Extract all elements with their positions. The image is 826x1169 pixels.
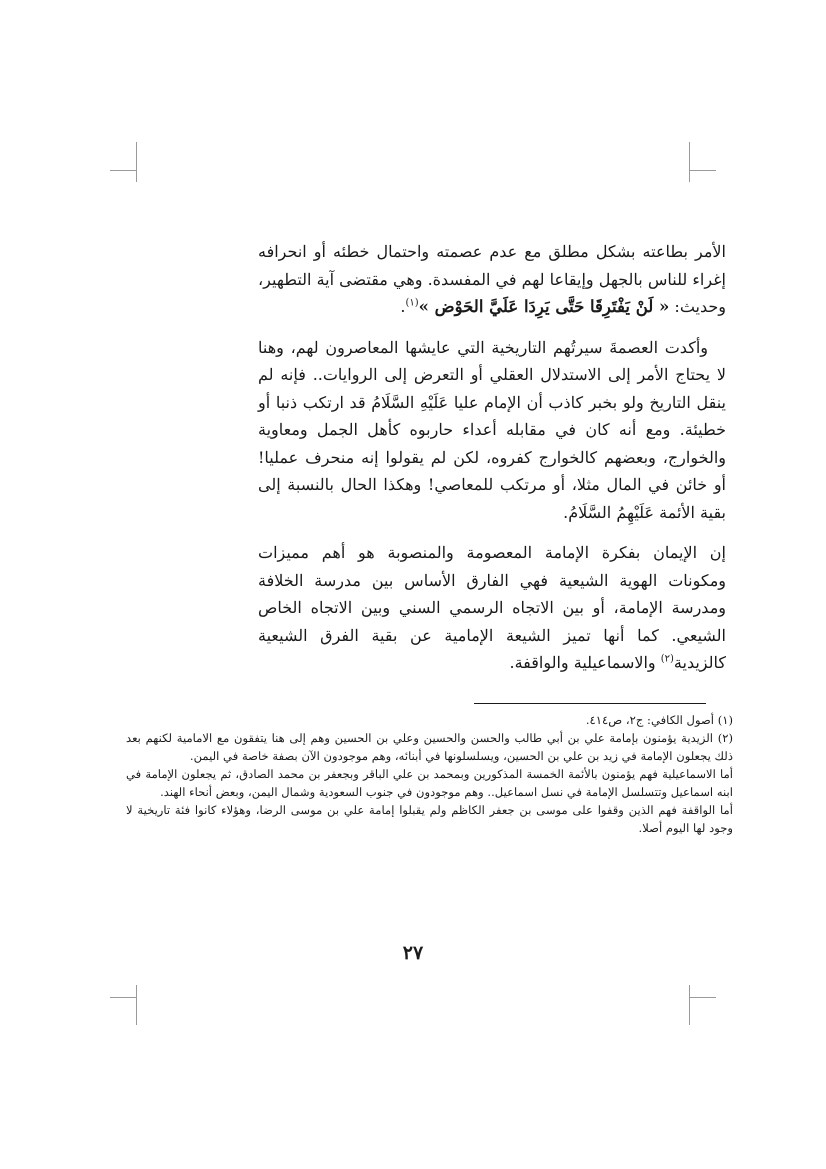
page-number: ٢٧ [402,942,424,964]
footnote: أما الواقفة فهم الذين وقفوا على موسى بن جعفر الكاظم ولم يقبلوا إمامة علي بن موسى الرضا، وهؤلاء كانوا فئة تاريخية لا وجود لها اليوم أصلا. [126,803,733,835]
paragraph-text: الأمر بطاعته بشكل مطلق مع عدم عصمته واحتمال خطئه أو انحرافه إغراء للناس بالجهل وإيقاعا لهم في المفسدة. وهي مقتضى آية التطهير، وحديث: [258,242,726,316]
paragraph-text: . [400,297,406,316]
footnotes [126,711,733,837]
crop-mark [690,170,716,171]
crop-mark [110,170,136,171]
footnote: أما الاسماعيلية فهم يؤمنون بالأئمة الخمسة المذكورين وبمحمد بن علي الباقر وبجعفر بن محمد الصادق، ثم يجعلون الإمامة في ابنه اسماعيل وتتسلسل الإمامة في نسل اسماعيل.. وهم موجودون في جنوب السعودية وشمال اليمن، وبعض أنحاء الهند. [126,767,733,799]
paragraph [258,539,726,677]
footnote-ref[interactable]: (١) [405,297,419,309]
paragraph [258,238,726,321]
paragraph-text: وأكدت العصمةَ سيرتُهم التاريخية التي عايشها المعاصرون لهم، وهنا لا يحتاج الأمر إلى الاستدلال العقلي أو التعرض إلى الروايات.. فإنه لم ينقل التاريخ ولو بخبر كاذب أن الإمام عليا عَلَيْهِ السَّلَامُ قد ارتكب ذنبا أو خطيئة. ومع أنه كان في مقابله أعداء حاربوه كأهل الجمل ومعاوية والخوارج، وبعضهم كالخوارج كفروه، لكن لم يقولوا إنه منحرف عمليا! أو خائن في المال مثلا، أو مرتكب للمعاصي! وهكذا الحال بالنسبة إلى بقية الأئمة عَلَيْهِمُ السَّلَامُ. [258,337,726,522]
hadith-quote: « لَنْ يَفْتَرِقَا حَتَّى يَرِدَا عَلَيَّ الحَوْض » [418,297,670,316]
paragraph [258,334,726,527]
footnote-ref[interactable]: (٢) [660,653,674,665]
crop-mark [136,985,137,1025]
crop-mark [689,985,690,1025]
footnote: (١) أصول الكافي: ج٢، ص٤١٤. [585,713,733,727]
paragraph-text: والاسماعيلية والواقفة. [509,653,661,672]
footnote-divider [474,703,706,704]
paragraph-text: إن الإيمان بفكرة الإمامة المعصومة والمنصوبة هو أهم مميزات ومكونات الهوية الشيعية فهي الفارق الأساس بين مدرسة الخلافة ومدرسة الإمامة، أو بين الاتجاه الرسمي السني وبين الاتجاه الخاص الشيعي. كما أنها تميز الشيعة الإمامية عن بقية الفرق الشيعية كالزيدية [258,543,727,672]
crop-mark [136,142,137,182]
crop-mark [689,142,690,182]
footnote: (٢) الزيدية يؤمنون بإمامة علي بن أبي طالب والحسن والحسين وعلي بن الحسين وهم إلى هنا يتفقون مع الامامية لكنهم بعد ذلك يجعلون الإمامة في زيد بن علي بن الحسين، ويسلسلونها في أبنائه، وهم موجودون الآن بصفة خاصة في اليمن. [126,731,733,763]
crop-mark [690,997,716,998]
crop-mark [110,997,136,998]
main-text [258,238,726,690]
